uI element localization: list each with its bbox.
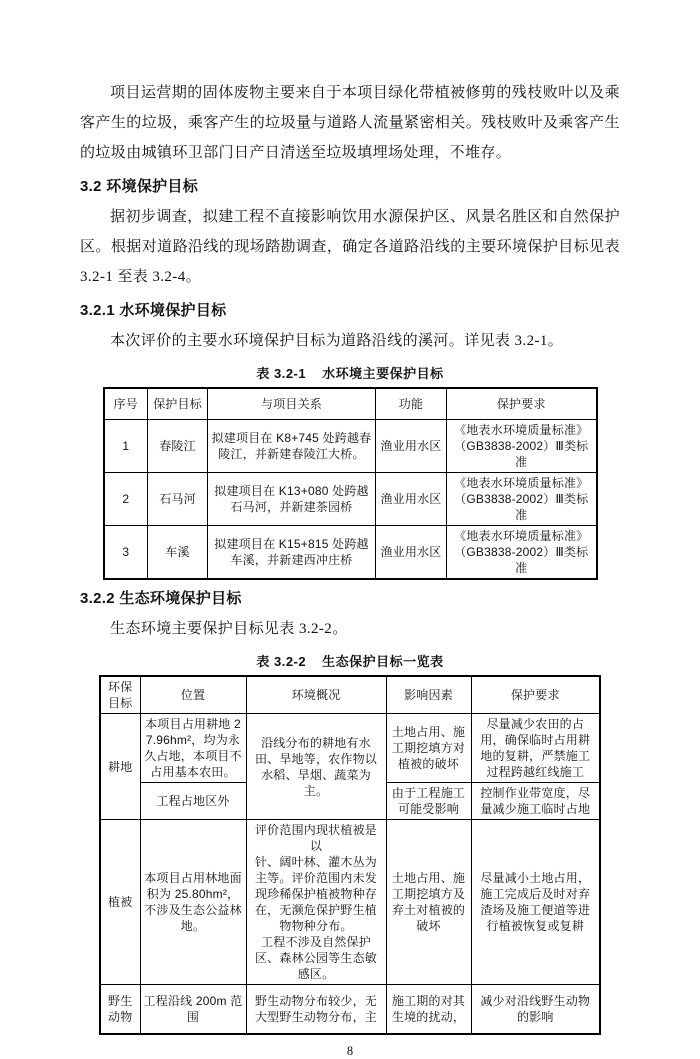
page-number: 8 — [346, 1044, 354, 1058]
table2-caption-label: 表 3.2-2 — [256, 654, 307, 669]
cell-overview — [246, 820, 386, 985]
cell-location: 工程沿线 200m 范围 — [140, 985, 246, 1035]
section-heading-3-2-2: 3.2.2 生态环境保护目标 — [80, 590, 242, 607]
table2-caption-title: 生态保护目标一览表 — [322, 654, 444, 669]
cell-relation: 拟建项目在 K15+815 处跨越车溪，并新建西冲庄桥 — [208, 526, 376, 580]
cell-requirement: 控制作业带宽度，尽量减少施工临时占地 — [471, 783, 600, 820]
cell-requirement: 尽量减小土地占用，施工完成后及时对弃渣场及施工便道等进行植被恢复或复耕 — [471, 820, 600, 985]
cell-requirement: 减少对沿线野生动物的影响 — [471, 985, 600, 1035]
cell-overview: 沿线分布的耕地有水田、旱地等，农作物以水稻、旱烟、蔬菜为主。 — [246, 714, 386, 820]
cell-requirement: 《地表水环境质量标准》（GB3838-2002）Ⅲ类标准 — [447, 473, 597, 526]
col-header-location: 位置 — [140, 676, 246, 714]
col-header-no: 序号 — [104, 388, 148, 420]
table-row — [104, 526, 597, 580]
cell-requirement: 尽量减少农田的占用，确保临时占用耕地的复耕，严禁施工过程跨越红线施工 — [471, 714, 600, 783]
cell-no: 2 — [104, 473, 148, 526]
table-header-row — [100, 676, 600, 714]
table-row-farmland — [100, 714, 600, 783]
col-header-function: 功能 — [376, 388, 447, 420]
water-protection-table — [103, 387, 598, 580]
cell-target: 石马河 — [148, 473, 208, 526]
paragraph-eco-target: 生态环境主要保护目标见表 3.2-2。 — [110, 621, 348, 637]
cell-requirement: 《地表水环境质量标准》（GB3838-2002）Ⅲ类标准 — [447, 526, 597, 580]
paragraph-water-target: 本次评价的主要水环境保护目标为道路沿线的溪河。详见表 3.2-1。 — [110, 333, 564, 349]
cell-eco-target: 野生动物 — [100, 985, 140, 1035]
section-heading-3-2: 3.2 环境保护目标 — [80, 178, 199, 195]
eco-protection-table — [99, 675, 601, 1035]
table-row — [104, 473, 597, 526]
cell-no: 3 — [104, 526, 148, 580]
cell-no: 1 — [104, 420, 148, 473]
cell-relation: 拟建项目在 K13+080 处跨越石马河，并新建茶园桥 — [208, 473, 376, 526]
cell-overview: 野生动物分布较少，无大型野生动物分布，主 — [246, 985, 386, 1035]
section-heading-3-2-1: 3.2.1 水环境保护目标 — [80, 302, 227, 319]
table1-caption — [80, 363, 620, 382]
paragraph-survey: 据初步调查，拟建工程不直接影响饮用水源保护区、风景名胜区和自然保护区。根据对道路沿线的现场踏勘调查，确定各道路沿线的主要环境保护目标见表 3.2-1 至表 3.2-4。 — [80, 209, 620, 285]
cell-relation: 拟建项目在 K8+745 处跨越春陵江，并新建春陵江大桥。 — [208, 420, 376, 473]
cell-target: 车溪 — [148, 526, 208, 580]
cell-location: 本项目占用耕地 27.96hm²，均为永久占地，本项目不占用基本农田。 — [140, 714, 246, 783]
table2-caption — [80, 651, 620, 670]
cell-location: 工程占地区外 — [140, 783, 246, 820]
cell-function: 渔业用水区 — [376, 473, 447, 526]
cell-eco-target: 植被 — [100, 820, 140, 985]
cell-function: 渔业用水区 — [376, 420, 447, 473]
col-header-overview: 环境概况 — [246, 676, 386, 714]
col-header-requirement: 保护要求 — [471, 676, 600, 714]
cell-requirement: 《地表水环境质量标准》（GB3838-2002）Ⅲ类标准 — [447, 420, 597, 473]
overview-line: 针、阔叶林、灌木丛为主等。评价范围内未发现珍稀保护植被物种存在，无濒危保护野生植物物种分布。 — [254, 855, 377, 933]
table1-caption-title: 水环境主要保护目标 — [322, 366, 444, 381]
table1-caption-label: 表 3.2-1 — [256, 366, 307, 381]
table-row — [104, 420, 597, 473]
cell-function: 渔业用水区 — [376, 526, 447, 580]
cell-target: 春陵江 — [148, 420, 208, 473]
table-header-row — [104, 388, 597, 420]
col-header-target: 保护目标 — [148, 388, 208, 420]
paragraph-solid-waste: 项目运营期的固体废物主要来自于本项目绿化带植被修剪的残枝败叶以及乘客产生的垃圾，乘客产生的垃圾量与道路人流量紧密相关。残枝败叶及乘客产生的垃圾由城镇环卫部门日产日清送至垃圾填埋场处理，不堆存。 — [80, 85, 620, 161]
cell-impact: 土地占用、施工期挖填方对植被的破坏 — [386, 714, 471, 783]
col-header-relation: 与项目关系 — [208, 388, 376, 420]
table-row-vegetation — [100, 820, 600, 985]
cell-location: 本项目占用林地面积为 25.80hm²，不涉及生态公益林地。 — [140, 820, 246, 985]
cell-impact: 土地占用、施工期挖填方及弃土对植被的破坏 — [386, 820, 471, 985]
overview-line: 评价范围内现状植被是以 — [254, 823, 377, 853]
col-header-requirement: 保护要求 — [447, 388, 597, 420]
cell-eco-target: 耕地 — [100, 714, 140, 820]
cell-impact: 由于工程施工可能受影响 — [386, 783, 471, 820]
cell-impact: 施工期的对其生境的扰动， — [386, 985, 471, 1035]
table-row-wildlife — [100, 985, 600, 1035]
col-header-impact: 影响因素 — [386, 676, 471, 714]
overview-line: 工程不涉及自然保护区、森林公园等生态敏感区。 — [254, 935, 377, 981]
col-header-eco-target: 环保目标 — [100, 676, 140, 714]
